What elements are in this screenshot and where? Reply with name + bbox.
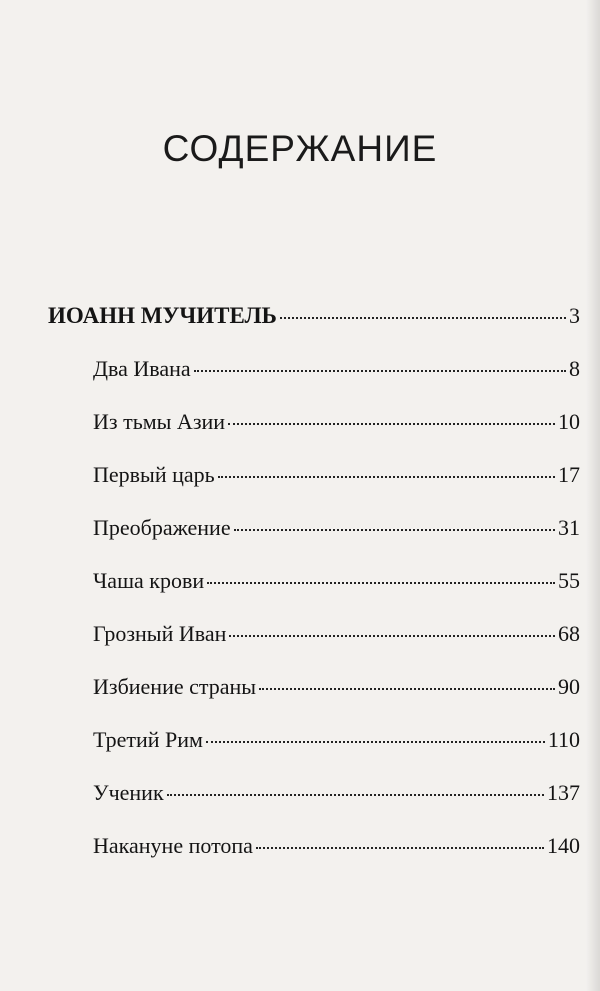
dot-leader [259, 688, 555, 690]
toc-entry-label: Избиение страны [93, 674, 257, 699]
dot-leader [280, 317, 566, 319]
toc-entry[interactable] [93, 727, 580, 753]
toc-entry[interactable] [93, 780, 580, 806]
toc-entry[interactable] [93, 674, 580, 700]
toc-entry-label: Грозный Иван [93, 621, 227, 646]
toc-entry-page: 31 [558, 515, 580, 540]
dot-leader [206, 741, 545, 743]
toc-entry-page: 55 [558, 568, 580, 593]
toc-entry-page: 17 [558, 462, 580, 487]
toc-entry-page: 3 [569, 303, 580, 328]
toc-entry-label: Чаша крови [93, 568, 205, 593]
toc-entry-label: Преображение [93, 515, 231, 540]
dot-leader [167, 794, 544, 796]
toc-entry[interactable] [93, 833, 580, 859]
toc-entry-chapter[interactable] [48, 303, 580, 329]
toc-entry-page: 137 [547, 780, 580, 805]
dot-leader [234, 529, 555, 531]
toc-entry-page: 8 [569, 356, 580, 381]
toc-entry-label: Из тьмы Азии [93, 409, 226, 434]
dot-leader [218, 476, 555, 478]
toc-entry-page: 110 [547, 727, 580, 752]
dot-leader [256, 847, 544, 849]
dot-leader [207, 582, 555, 584]
toc-entry-label: Третий Рим [93, 727, 203, 752]
dot-leader [194, 370, 566, 372]
toc-entry[interactable] [93, 356, 580, 382]
toc-entry-label: ИОАНН МУЧИТЕЛЬ [48, 303, 277, 328]
dot-leader [228, 423, 555, 425]
toc-entry[interactable] [93, 621, 580, 647]
toc-entry-page: 140 [547, 833, 580, 858]
toc-entry-label: Два Ивана [93, 356, 191, 381]
toc-entry[interactable] [93, 568, 580, 594]
toc-entry[interactable] [93, 515, 580, 541]
dot-leader [229, 635, 555, 637]
toc-entry-label: Ученик [93, 780, 164, 805]
toc-entry[interactable] [93, 409, 580, 435]
toc-entry[interactable] [93, 462, 580, 488]
toc-entry-label: Первый царь [93, 462, 215, 487]
toc-entry-page: 10 [558, 409, 580, 434]
toc-title: СОДЕРЖАНИЕ [162, 128, 438, 169]
toc-entry-page: 68 [558, 621, 580, 646]
toc-entry-page: 90 [558, 674, 580, 699]
toc-entry-label: Накануне потопа [93, 833, 253, 858]
